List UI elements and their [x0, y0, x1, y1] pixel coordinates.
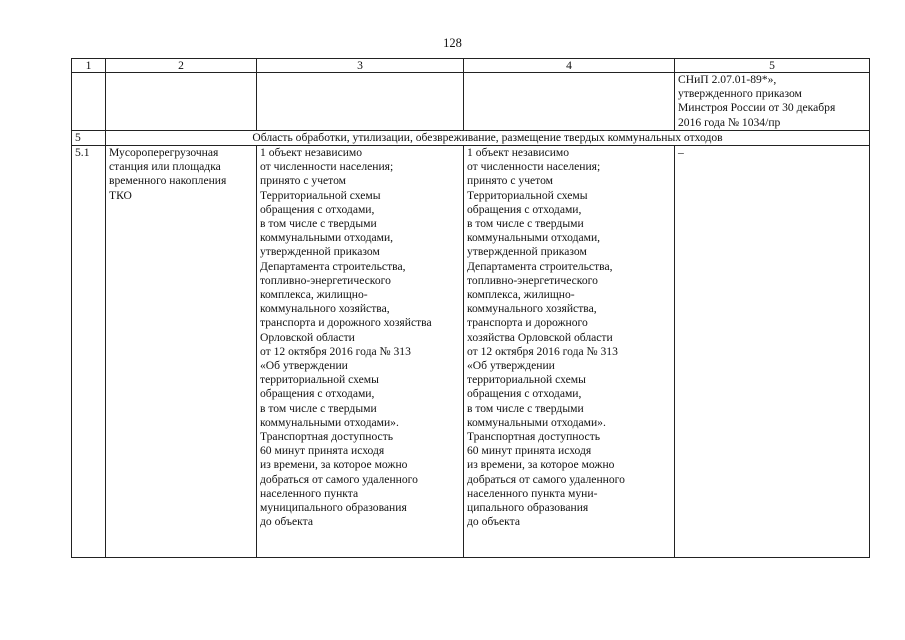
table-cell	[257, 73, 464, 131]
column-number-row	[72, 59, 870, 73]
table-cell	[464, 73, 675, 131]
column-number: 5	[675, 59, 870, 73]
table-cell	[106, 73, 257, 131]
table-cell: 1 объект независимо от численности населения; принято с учетом Территориальной схемы обращения с отходами, в том числе с твердыми коммунальными отходами, утвержденной приказом Департамента строительства, топливно-энергетического комплекса, жилищно- коммунального хозяйства, транспорта и дорожного хозяйства Орловской области от 12 октября 2016 года № 313 «Об утверждении территориальной схемы обращения с отходами, в том числе с твердыми коммунальными отходами». Транспортная доступность 60 минут принята исходя из времени, за которое можно добраться от самого удаленного населенного пункта муни- ципального образования до объекта	[464, 146, 675, 558]
section-title: Область обработки, утилизации, обезвреживание, размещение твердых коммунальных отходов	[106, 130, 870, 145]
continuation-row	[72, 73, 870, 131]
table-cell	[72, 73, 106, 131]
table-row	[72, 146, 870, 558]
row-number: 5.1	[72, 146, 106, 558]
section-number: 5	[72, 130, 106, 145]
column-number: 4	[464, 59, 675, 73]
object-name: Мусороперегрузочная станция или площадка временного накопления ТКО	[106, 146, 257, 558]
table-cell: СНиП 2.07.01-89*», утвержденного приказом Минстроя России от 30 декабря 2016 года № 1034/пр	[675, 73, 870, 131]
table-cell: 1 объект независимо от численности населения; принято с учетом Территориальной схемы обращения с отходами, в том числе с твердыми коммунальными отходами, утвержденной приказом Департамента строительства, топливно-энергетического комплекса, жилищно- коммунального хозяйства, транспорта и дорожного хозяйства Орловской области от 12 октября 2016 года № 313 «Об утверждении территориальной схемы обращения с отходами, в том числе с твердыми коммунальными отходами». Транспортная доступность 60 минут принята исходя из времени, за которое можно добраться от самого удаленного населенного пункта муниципального образования до объекта	[257, 146, 464, 558]
page-number: 128	[443, 36, 462, 50]
section-row	[72, 130, 870, 145]
regulation-table	[71, 58, 870, 558]
column-number: 1	[72, 59, 106, 73]
table-cell: –	[675, 146, 870, 558]
column-number: 3	[257, 59, 464, 73]
column-number: 2	[106, 59, 257, 73]
